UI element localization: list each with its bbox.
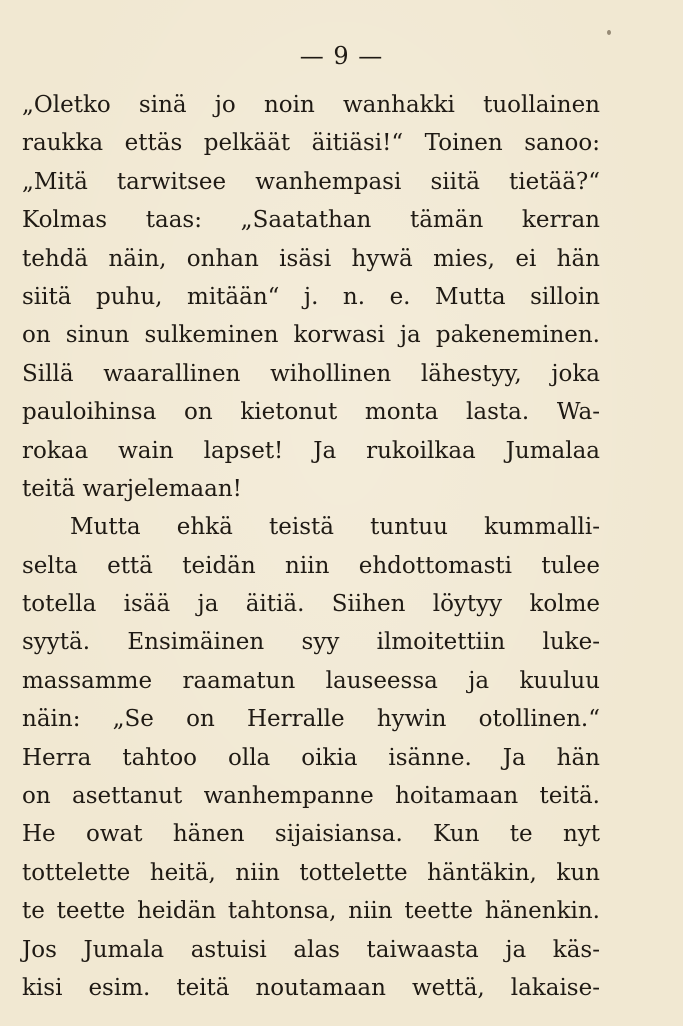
text-line: Sillä waarallinen wihollinen lähestyy, joka [22,360,600,387]
text-line: Kolmas taas: „Saatathan tämän kerran [22,207,600,234]
text-line: te teette heidän tahtonsa, niin teette hänenkin. [22,898,600,925]
text-line: massamme raamatun lauseessa ja kuuluu [22,667,600,694]
text-line: syytä. Ensimäinen syy ilmoitettiin luke- [22,629,600,656]
text-line: totella isää ja äitiä. Siihen löytyy kolme [22,591,600,618]
page-number: — 9 — [299,42,384,70]
paper-spot [607,30,611,35]
text-line: on sinun sulkeminen korwasi ja pakeneminen. [22,322,600,349]
text-line: tottelette heitä, niin tottelette häntäkin, kun [22,859,600,886]
text-line: „Mitä tarwitsee wanhempasi siitä tietää?“ [22,168,600,195]
text-line: pauloihinsa on kietonut monta lasta. Wa- [22,399,600,426]
text-line: raukka ettäs pelkäät äitiäsi!“ Toinen sanoo: [22,130,600,157]
text-line: selta että teidän niin ehdottomasti tulee [22,552,600,579]
text-line: teitä warjelemaan! [22,475,242,502]
text-line: tehdä näin, onhan isäsi hywä mies, ei hän [22,245,600,272]
text-line: Herra tahtoo olla oikia isänne. Ja hän [22,744,600,771]
text-line: näin: „Se on Herralle hywin otollinen.“ [22,706,600,733]
text-line: on asettanut wanhempanne hoitamaan teitä. [22,783,600,810]
text-line: kisi esim. teitä noutamaan wettä, lakaise- [22,974,600,1001]
body-text [22,86,600,1007]
text-line: „Oletko sinä jo noin wanhakki tuollainen [22,92,600,118]
text-line: Mutta ehkä teistä tuntuu kummalli- [70,514,600,541]
text-line: He owat hänen sijaisiansa. Kun te nyt [22,821,600,848]
text-line: Jos Jumala astuisi alas taiwaasta ja käs- [22,936,600,963]
text-line: siitä puhu, mitään“ j. n. e. Mutta silloin [22,283,600,310]
text-line: rokaa wain lapset! Ja rukoilkaa Jumalaa [22,437,600,464]
